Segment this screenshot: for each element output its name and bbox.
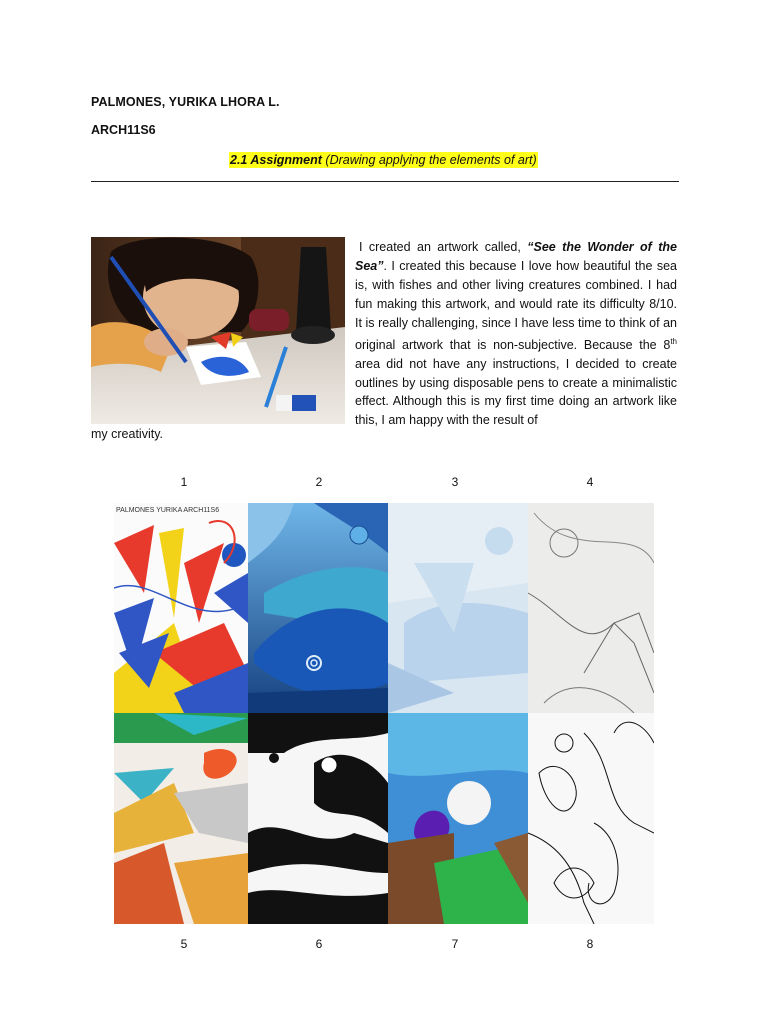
- panel-label-1: 1: [180, 475, 188, 489]
- assignment-heading: [229, 152, 538, 168]
- panel-label-2: 2: [315, 475, 323, 489]
- panel-label-8: 8: [586, 937, 594, 951]
- assignment-label: 2.1 Assignment: [230, 153, 322, 167]
- artwork-inscription: PALMONES YURIKA ARCH11S6: [116, 507, 220, 514]
- section-code: ARCH11S6: [91, 123, 156, 137]
- panel-label-4: 4: [586, 475, 594, 489]
- header-divider: [91, 181, 679, 182]
- panel-7: [388, 713, 528, 924]
- panel-label-5: 5: [180, 937, 188, 951]
- panel-2: [248, 503, 388, 713]
- panel-label-3: 3: [451, 475, 459, 489]
- panel-8: [528, 713, 654, 924]
- panel-label-7: 7: [451, 937, 459, 951]
- panel-5: [114, 713, 248, 924]
- student-name: PALMONES, YURIKA LHORA L.: [91, 95, 280, 109]
- panel-label-6: 6: [315, 937, 323, 951]
- description-text-1: . I created this because I love how beautiful the sea is, with fishes and other living creatures combined. I had fun making this artwork, and would rate its difficulty 8/10. It is really challenging, since I have less time to think of an original artwork that is non-subjective. Because the 8: [355, 258, 677, 352]
- assignment-description: (Drawing applying the elements of art): [325, 153, 537, 167]
- description-continuation: my creativity.: [91, 427, 163, 441]
- description-paragraph: [355, 238, 677, 430]
- ordinal-suffix: th: [670, 336, 677, 346]
- panel-6: [248, 713, 388, 924]
- artist-photo: [91, 237, 345, 424]
- description-text-2: area did not have any instructions, I decided to create outlines by using disposable pens to create a minimalistic effect. Although this is my first time doing an artwork like this, I am happy with the result of: [355, 356, 677, 428]
- panel-4: [528, 503, 654, 713]
- artwork-title: “See the Wonder of the Sea”: [355, 240, 678, 273]
- panel-1: [114, 503, 248, 713]
- artwork-grid: [114, 503, 654, 924]
- panel-3: [388, 503, 528, 713]
- intro-text: I created an artwork called,: [359, 240, 528, 254]
